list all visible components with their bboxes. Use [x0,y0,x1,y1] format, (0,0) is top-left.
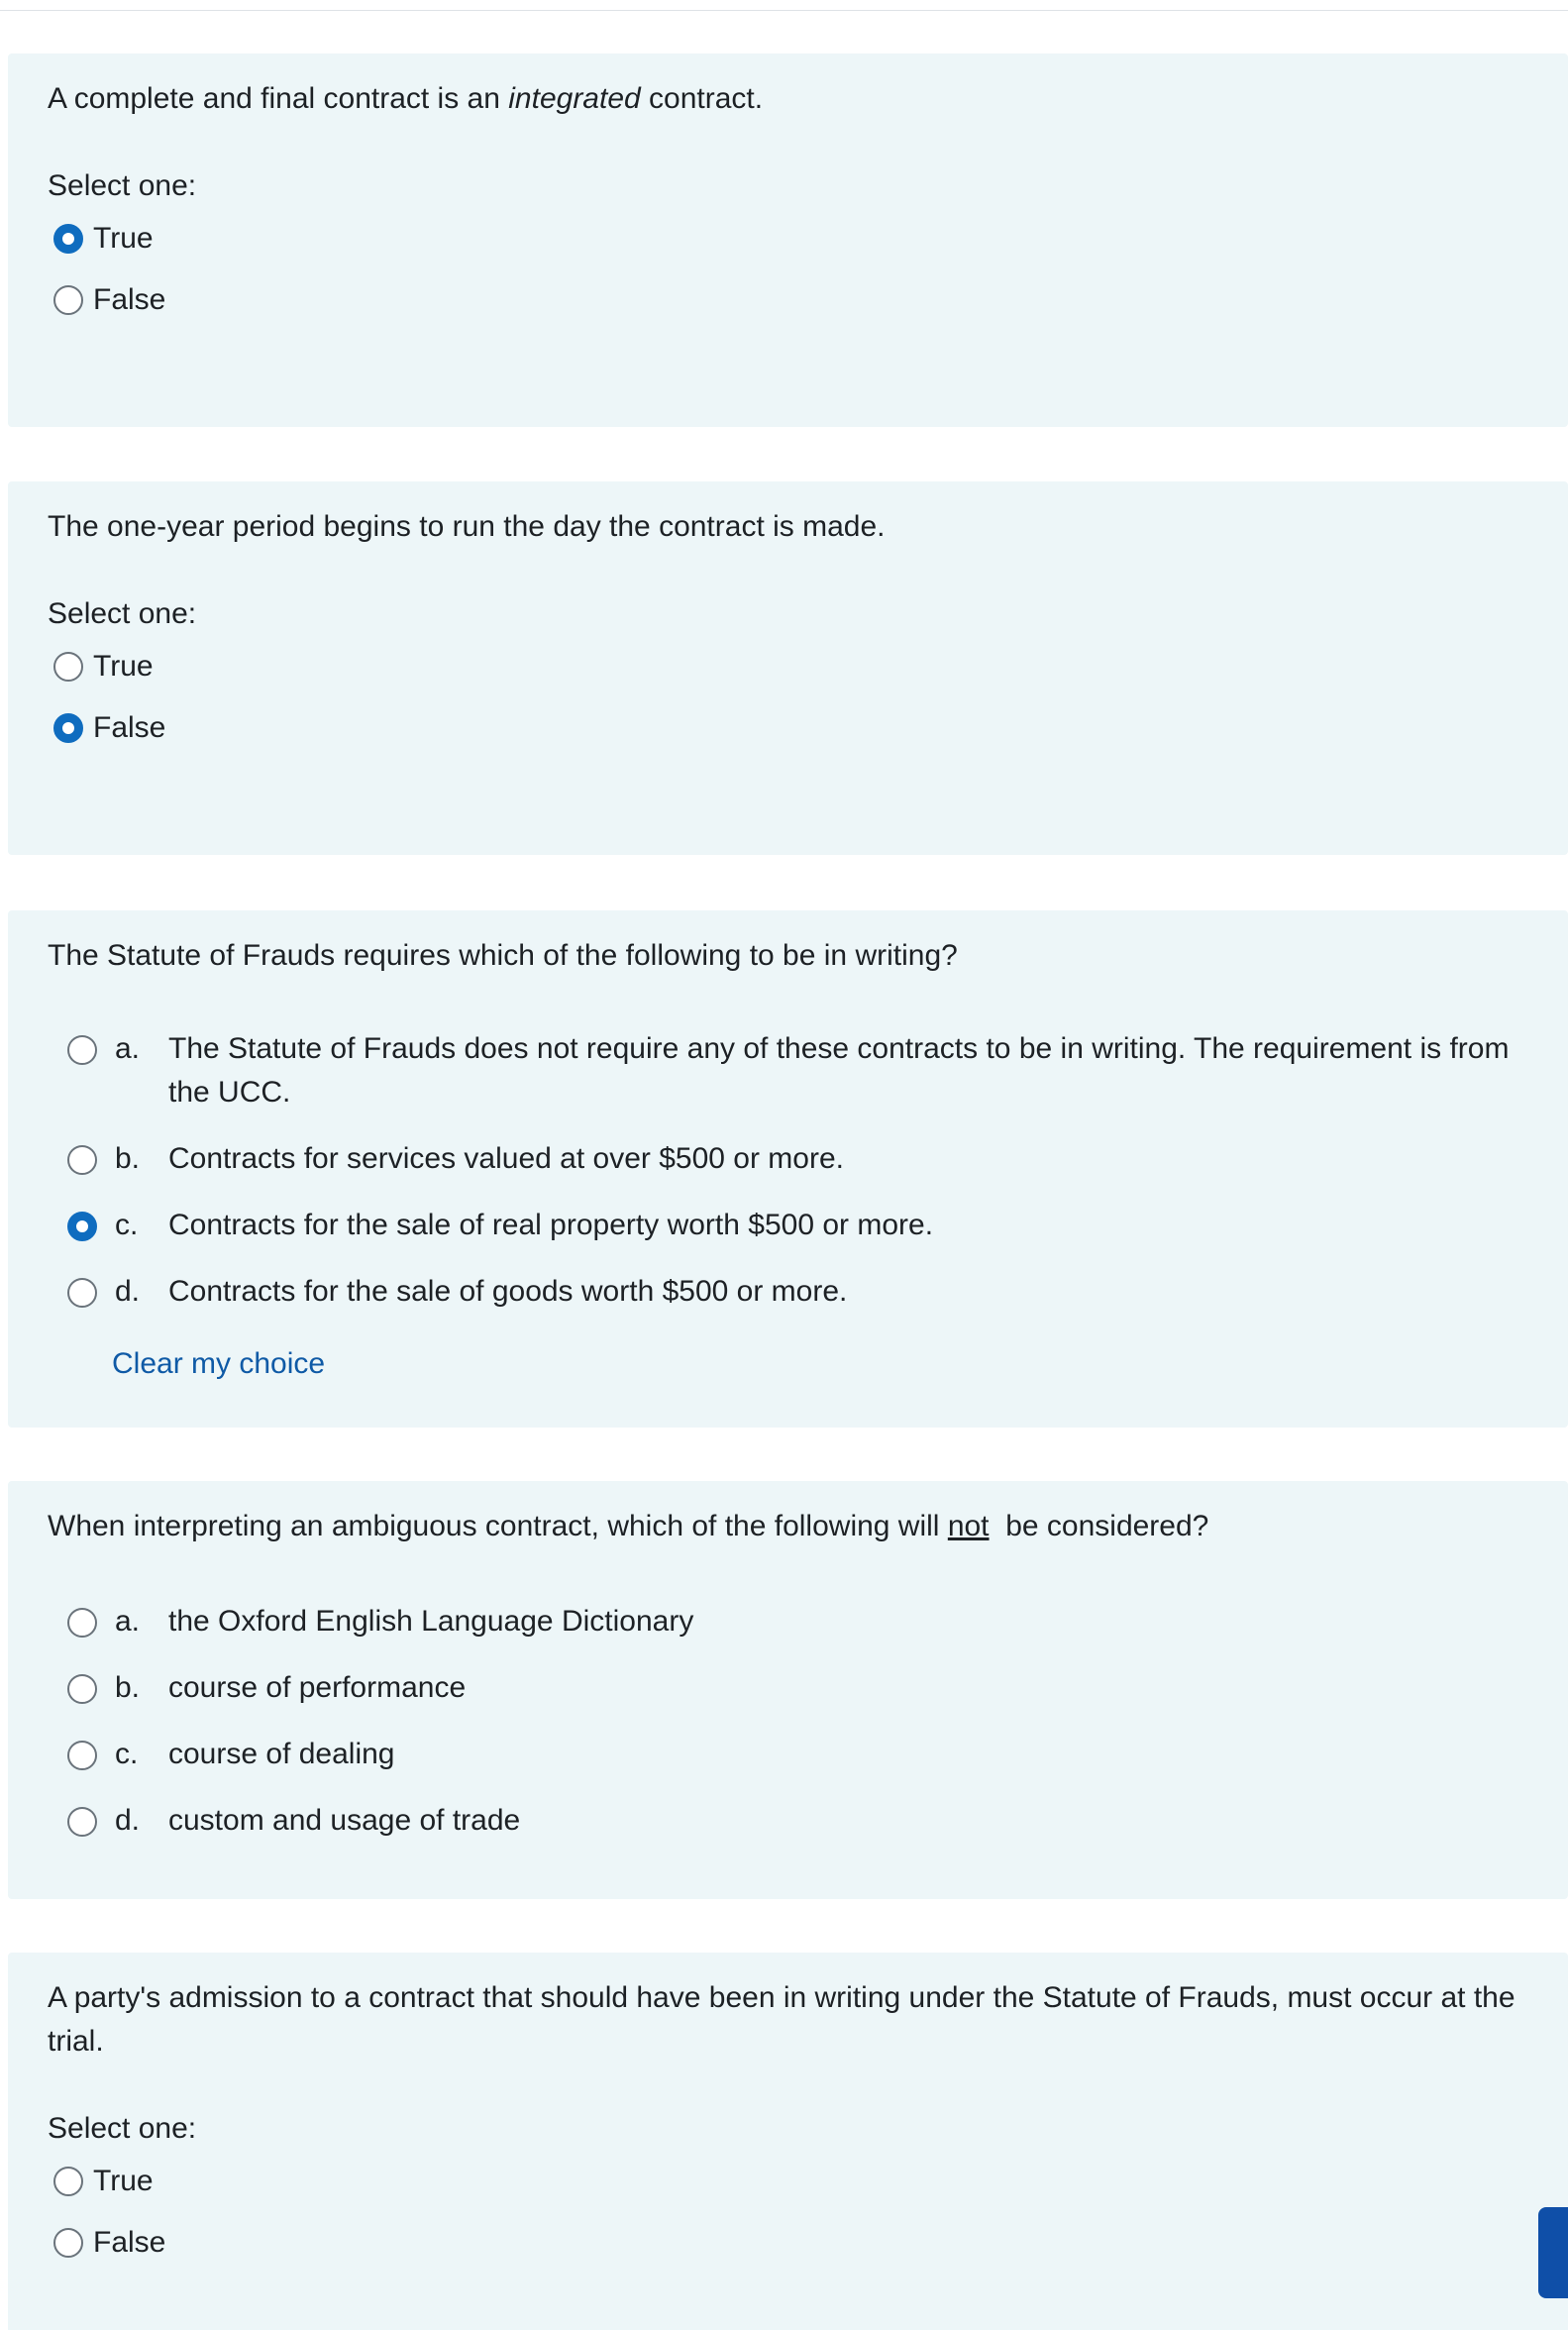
option-letter: c. [115,1738,139,1770]
answer-option-a[interactable] [67,1027,1555,1114]
answer-option-b[interactable] [67,1666,1555,1710]
answer-option-a[interactable] [67,1600,1555,1643]
drawer-toggle-tab[interactable] [1538,2207,1568,2298]
answer-option-c[interactable] [67,1733,1555,1776]
option-label: the Oxford English Language Dictionary [168,1605,694,1638]
radio-icon[interactable] [67,1807,97,1837]
answer-option-d[interactable] [67,1270,1555,1314]
option-false[interactable] [53,2223,165,2263]
question-text-emphasis: integrated [508,82,641,115]
question-text-part: be considered? [989,1510,1209,1542]
question-text [48,1505,1533,1548]
radio-icon[interactable] [53,2228,83,2258]
select-one-prompt: Select one: [48,2112,197,2145]
answer-option-d[interactable] [67,1799,1555,1843]
answer-option-c[interactable] [67,1204,1555,1247]
option-label: Contracts for the sale of goods worth $500 or more. [168,1275,848,1308]
radio-icon[interactable] [67,1145,97,1175]
radio-icon[interactable] [53,652,83,682]
option-letter: c. [115,1209,139,1241]
clear-my-choice-link[interactable]: Clear my choice [112,1347,326,1380]
radio-icon[interactable] [53,2167,83,2196]
option-label: course of performance [168,1671,467,1704]
option-label: True [93,222,154,255]
option-letter: d. [115,1275,141,1308]
option-label: True [93,2165,154,2197]
option-false[interactable] [53,708,165,748]
question-text [48,77,1533,121]
option-true[interactable] [53,647,154,687]
question-text-part: A complete and final contract is an [48,82,509,115]
option-label: Contracts for the sale of real property worth $500 or more. [168,1209,934,1241]
option-letter: a. [115,1605,141,1638]
option-true[interactable] [53,2162,154,2201]
radio-selected-icon[interactable] [67,1212,97,1241]
radio-icon[interactable] [53,285,83,315]
question-text-part: When interpreting an ambiguous contract, which of the following will [48,1510,948,1542]
option-letter: a. [115,1032,141,1065]
radio-selected-icon[interactable] [53,713,83,743]
question-text-underlined: not [947,1510,990,1542]
answer-option-b[interactable] [67,1137,1555,1181]
question-card-1 [8,53,1568,427]
option-label: course of dealing [168,1738,395,1770]
radio-icon[interactable] [67,1741,97,1770]
radio-icon[interactable] [67,1674,97,1704]
option-label: Contracts for services valued at over $500 or more. [168,1142,844,1175]
top-divider [0,0,1568,11]
radio-icon[interactable] [67,1035,97,1065]
question-card-3 [8,910,1568,1428]
option-false[interactable] [53,280,165,320]
question-card-4 [8,1481,1568,1899]
option-label: False [93,711,166,744]
option-label: False [93,2226,166,2259]
question-card-5 [8,1953,1568,2330]
question-text-part: contract. [640,82,764,115]
option-letter: d. [115,1804,141,1837]
select-one-prompt: Select one: [48,169,197,202]
option-label: False [93,283,166,316]
option-letter: b. [115,1142,141,1175]
radio-icon[interactable] [67,1278,97,1308]
question-text: A party's admission to a contract that should have been in writing under the Statute of Frauds, must occur at the trial. [48,1981,1516,2058]
question-text: The Statute of Frauds requires which of the following to be in writing? [48,939,958,972]
option-label: True [93,650,154,683]
select-one-prompt: Select one: [48,597,197,630]
radio-selected-icon[interactable] [53,224,83,254]
question-card-2 [8,481,1568,855]
option-true[interactable] [53,219,154,259]
option-label: The Statute of Frauds does not require any of these contracts to be in writing. The requirement is from the UCC. [168,1032,1510,1109]
option-label: custom and usage of trade [168,1804,521,1837]
question-text: The one-year period begins to run the day the contract is made. [48,510,886,543]
option-letter: b. [115,1671,141,1704]
radio-icon[interactable] [67,1608,97,1638]
